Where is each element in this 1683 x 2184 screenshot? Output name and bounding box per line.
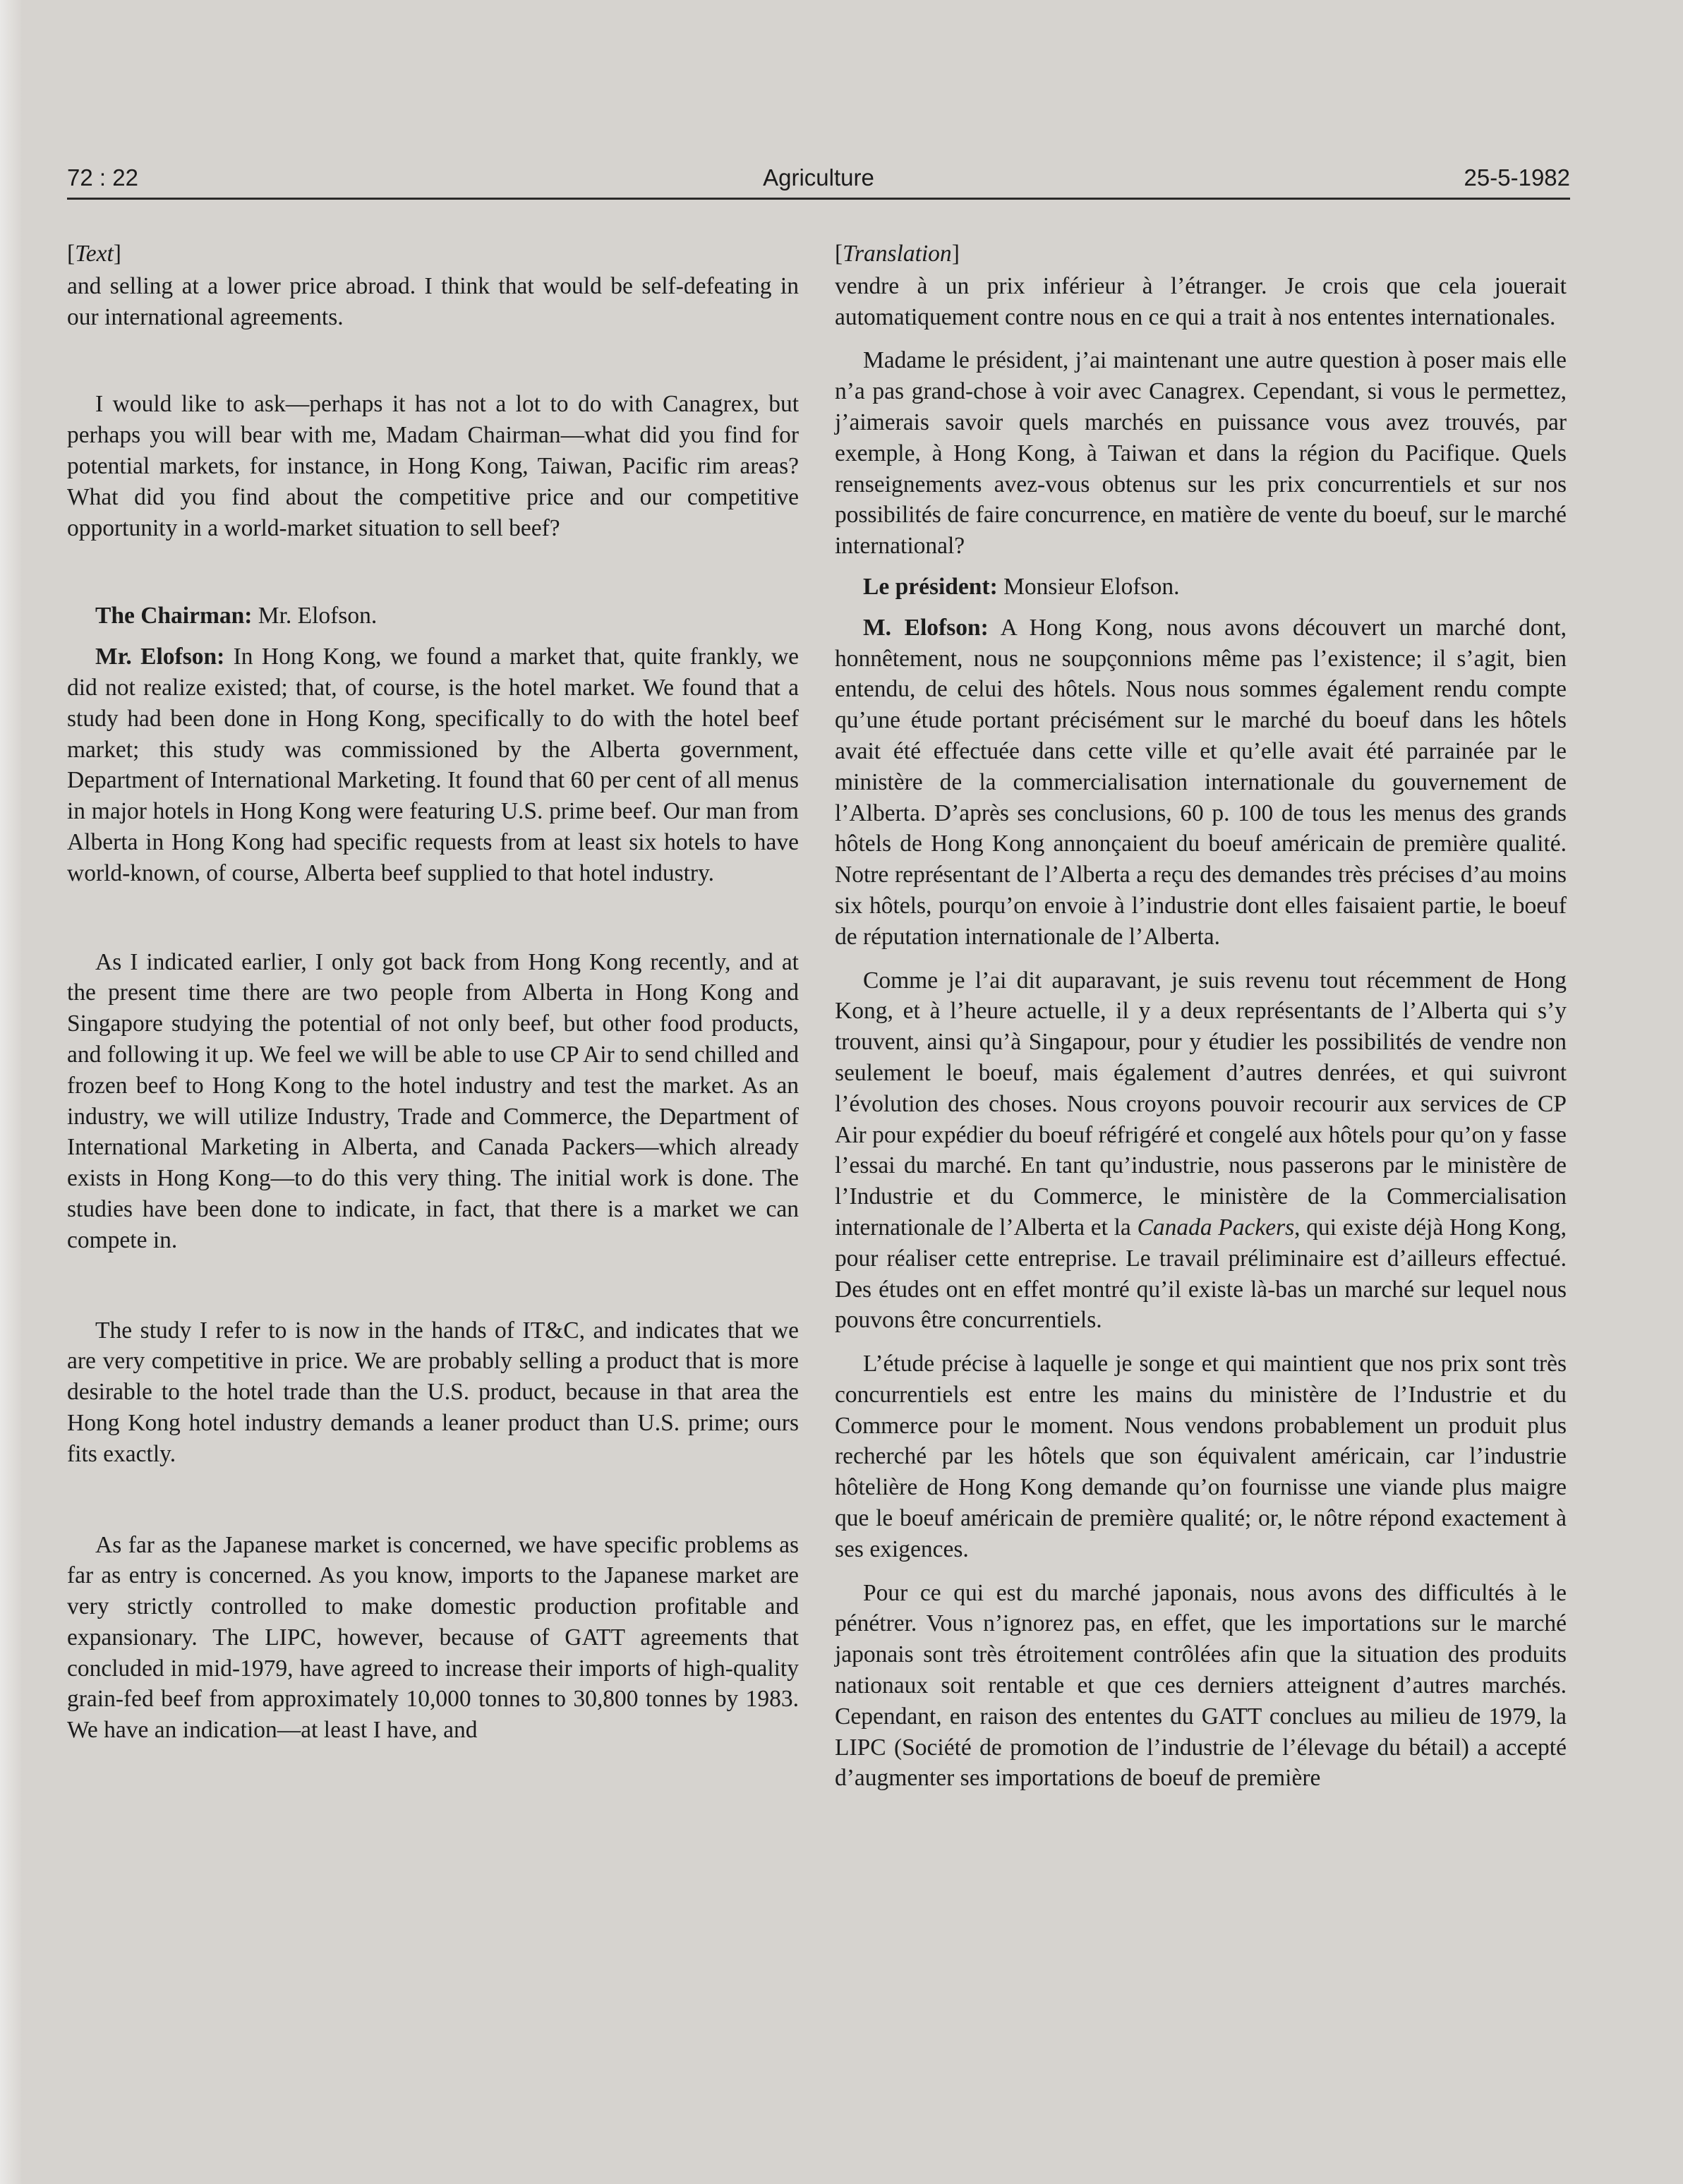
paragraph: The study I refer to is now in the hands of IT&C, and indicates that we are very competitive in price. We are probably selling a product that is more desirable to the hotel trade than the U.S. product, because in that area the Hong Kong hotel industry demands a leaner product than U.S. prime; ours fits exactly. [67,1317,799,1467]
paragraph: As far as the Japanese market is concerned, we have specific problems as far as entry is concerned. As you know, imports to the Japanese market are very strictly controlled to make domestic production profitable and expansionary. The LIPC, however, because of GATT agreements that concluded in mid-1979, have agreed to increase their imports of high-quality grain-fed beef from approximately 10,000 tonnes to 30,800 tonnes by 1983. We have an indication—at least I have, and [67,1531,799,1744]
paragraph: L’étude précise à laquelle je songe et qui maintient que nos prix sont très concurrentiels est entre les mains du ministère de l’Industrie et du Commerce pour le moment. Nous vendons probablement un produit plus recherché par les hôtels que son équivalent américain, car l’industrie hôtelière de Hong Kong demande qu’on fournisse une viande plus maigre que le boeuf américain de première qualité; or, le nôtre répond exactement à ses exigences. [835,1351,1567,1562]
paragraph: As I indicated earlier, I only got back from Hong Kong recently, and at the present time there are two people from Alberta in Hong Kong and Singapore studying the potential of not only beef, but other food products, and following it up. We feel we will be able to use CP Air to send chilled and frozen beef to Hong Kong to the hotel industry and test the market. As an industry, we will utilize Industry, Trade and Commerce, the Department of International Marketing in Alberta, and Canada Packers—which already exists in Hong Kong—to do this very thing. The initial work is done. The studies have been done to indicate, in fact, that there is a market we can compete in. [67,948,799,1253]
page-header [67,164,1570,198]
french-column [835,239,1567,1794]
paragraph: Madame le président, j’ai maintenant une autre question à poser mais elle n’a pas grand-chose à voir avec Canagrex. Cependant, si vous le permettez, j’aimerais savoir quels marchés en puissance vous avez trouvés, par exemple, à Hong Kong, à Taiwan et dans la région du Pacifique. Quels renseignements avez-vous obtenus sur les prix concurrentiels et sur nos possibilités de faire concurrence, en matière de vente du boeuf, sur le marché international? [835,347,1567,560]
speaker-paragraph: Le président: Monsieur Elofson. [863,573,1180,600]
column-label: [Text] [67,241,121,267]
page-number: 72 : 22 [67,164,138,191]
header-date: 25-5-1982 [1464,164,1570,191]
speaker-name: M. Elofson: [863,614,989,641]
speaker-paragraph: M. Elofson: A Hong Kong, nous avons découvert un marché dont, honnêtement, nous ne soupçonnions même pas l’existence; il s’agit, bien entendu, de celui des hôtels. Nous nous sommes également rendu compte qu’une étude portant précisément sur le marché du boeuf dans les hôtels avait été effectuée dans cette ville et qu’elle avait été parrainée par le ministère de la commercialisation internationale du gouvernement de l’Alberta. D’après ses conclusions, 60 p. 100 de tous les menus des grands hôtels de Hong Kong annonçaient du boeuf américain de première qualité. Notre représentant de l’Alberta a reçu des demandes très précises d’au moins six hôtels, pourqu’on envoie à l’industrie dont elles faisaient partie, le boeuf de réputation internationale de l’Alberta. [835,614,1567,950]
paragraph: Comme je l’ai dit auparavant, je suis revenu tout récemment de Hong Kong, et à l’heure actuelle, il y a deux représentants de l’Alberta qui s’y trouvent, ainsi qu’à Singapour, pour y étudier les possibilités de vendre non seulement le boeuf, mais également d’autres denrées, et qui suivront l’évolution des choses. Nous croyons pouvoir recourir aux services de CP Air pour expédier du boeuf réfrigéré et congelé aux hôtels pour qu’on y fasse l’essai du marché. En tant qu’industrie, nous passerons par le ministère de l’Industrie et du Commerce, le ministère de la Commercialisation internationale de l’Alberta et la Canada Packers, qui existe déjà Hong Kong, pour réaliser cette entreprise. Le travail préliminaire est d’ailleurs effectué. Des études ont en effet montré qu’il existe là-bas un marché sur lequel nous pouvons être concurrentiels. [835,967,1567,1334]
speaker-name: Mr. Elofson: [95,644,225,670]
page-edge [0,0,21,2184]
speaker-name: Le président: [863,573,998,600]
paragraph: vendre à un prix inférieur à l’étranger. Je crois que cela jouerait automatiquement contre nous en ce qui a trait à nos ententes internationales. [835,272,1567,330]
english-column [67,239,799,1746]
paragraph: Pour ce qui est du marché japonais, nous avons des difficultés à le pénétrer. Vous n’ignorez pas, en effet, que les importations sur le marché japonais sont très étroitement contrôlées afin que la situation des produits nationaux soit rentable et que ces derniers atteignent d’autres marchés. Cependant, en raison des ententes du GATT conclues au milieu de 1979, la LIPC (Société de promotion de l’industrie de l’élevage du bétail) a accepté d’augmenter ses importations de boeuf de première [835,1579,1567,1792]
header-rule [67,198,1570,200]
speaker-name: The Chairman: [95,603,253,629]
column-label: [Translation] [835,241,960,267]
paragraph: and selling at a lower price abroad. I think that would be self-defeating in our international agreements. [67,272,799,330]
speaker-paragraph: Mr. Elofson: In Hong Kong, we found a market that, quite frankly, we did not realize existed; that, of course, is the hotel market. We found that a study had been done in Hong Kong, specifically to do with the hotel beef market; this study was commissioned by the Alberta government, Department of International Marketing. It found that 60 per cent of all menus in major hotels in Hong Kong were featuring U.S. prime beef. Our man from Alberta in Hong Kong had specific requests from at least six hotels to have world-known, of course, Alberta beef supplied to that hotel industry. [67,644,799,886]
speaker-paragraph: The Chairman: Mr. Elofson. [95,603,378,629]
running-title: Agriculture [763,164,874,191]
paragraph: I would like to ask—perhaps it has not a lot to do with Canagrex, but perhaps you will bear with me, Madam Chairman—what did you find for potential markets, for instance, in Hong Kong, Taiwan, Pacific rim areas? What did you find about the competitive price and our competitive opportunity in a world-market situation to sell beef? [67,391,799,541]
company-name: Canada Packers [1137,1214,1295,1241]
